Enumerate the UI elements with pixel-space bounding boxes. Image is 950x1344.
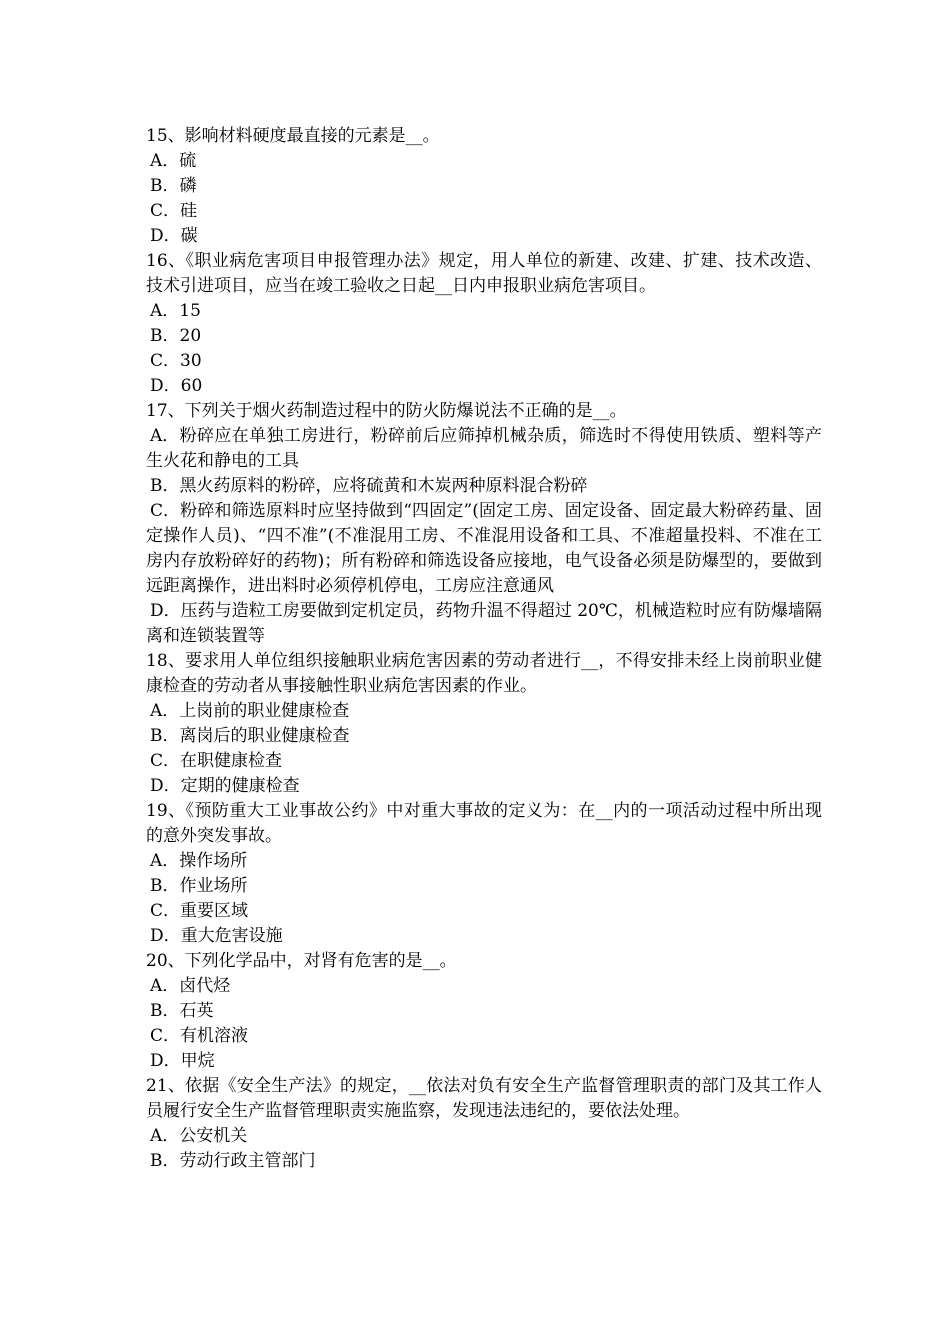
document-page [146, 124, 822, 1174]
option-c [146, 499, 822, 599]
option-d [146, 774, 822, 799]
option-text: 压药与造粒工房要做到定机定员，药物升温不得超过 20℃，机械造粒时应有防爆墙隔离和连锁装置等 [146, 601, 822, 646]
question-stem: 16、《职业病危害项目申报管理办法》规定，用人单位的新建、改建、扩建、技术改造、技术引进项目，应当在竣工验收之日起__日内申报职业病危害项目。 [146, 251, 822, 296]
option-text: 有机溶液 [180, 1026, 249, 1046]
option-a [146, 299, 822, 324]
option-c [146, 1024, 822, 1049]
option-key: C． [150, 201, 181, 221]
option-a [146, 699, 822, 724]
question-16 [146, 249, 822, 399]
option-key: A． [150, 851, 180, 871]
option-key: C． [150, 751, 181, 771]
option-text: 离岗后的职业健康检查 [179, 726, 350, 746]
option-key: D． [150, 776, 181, 796]
question-stem: 20、下列化学品中，对肾有危害的是__。 [146, 951, 457, 971]
question-19 [146, 799, 822, 949]
option-text: 劳动行政主管部门 [179, 1151, 316, 1171]
question-18 [146, 649, 822, 799]
question-20 [146, 949, 822, 1074]
option-text: 粉碎应在单独工房进行，粉碎前后应筛掉机械杂质，筛选时不得使用铁质、塑料等产生火花和静电的工具 [146, 426, 822, 471]
option-text: 粉碎和筛选原料时应坚持做到“四固定”(固定工房、固定设备、固定最大粉碎药量、固定操作人员)、“四不准”(不准混用工房、不准混用设备和工具、不准超量投料、不准在工房内存放粉碎好的药物)；所有粉碎和筛选设备应接地，电气设备必须是防爆型的，要做到远距离操作，进出料时必须停机停电，工房应注意通风 [146, 501, 822, 596]
option-c [146, 349, 822, 374]
option-b [146, 1149, 822, 1174]
question-stem: 17、下列关于烟火药制造过程中的防火防爆说法不正确的是__。 [146, 401, 627, 421]
question-15 [146, 124, 822, 249]
option-c [146, 899, 822, 924]
option-key: C． [150, 1026, 181, 1046]
option-b [146, 324, 822, 349]
question-stem: 21、依据《安全生产法》的规定，__依法对负有安全生产监督管理职责的部门及其工作人员履行安全生产监督管理职责实施监察，发现违法违纪的，要依法处理。 [146, 1076, 822, 1121]
option-key: A． [150, 976, 180, 996]
option-b [146, 874, 822, 899]
option-key: C． [150, 351, 181, 371]
option-key: D． [150, 926, 181, 946]
option-text: 硅 [180, 201, 198, 221]
option-key: B． [150, 1151, 180, 1171]
option-b [146, 999, 822, 1024]
option-key: A． [150, 301, 180, 321]
option-key: A． [150, 701, 180, 721]
question-stem: 15、影响材料硬度最直接的元素是__。 [146, 126, 440, 146]
option-key: D． [150, 601, 181, 621]
option-text: 碳 [180, 226, 198, 246]
question-stem: 18、要求用人单位组织接触职业病危害因素的劳动者进行__，不得安排未经上岗前职业健康检查的劳动者从事接触性职业病危害因素的作业。 [146, 651, 822, 696]
option-d [146, 374, 822, 399]
option-text: 硫 [179, 151, 197, 171]
option-text: 20 [179, 326, 202, 346]
option-b [146, 724, 822, 749]
option-text: 60 [180, 376, 203, 396]
option-key: D． [150, 376, 181, 396]
option-text: 石英 [179, 1001, 214, 1021]
option-text: 公安机关 [179, 1126, 248, 1146]
option-key: B． [150, 1001, 180, 1021]
option-d [146, 599, 822, 649]
option-text: 黑火药原料的粉碎，应将硫黄和木炭两种原料混合粉碎 [179, 476, 588, 496]
option-text: 15 [179, 301, 201, 321]
option-a [146, 149, 822, 174]
option-a [146, 849, 822, 874]
option-d [146, 924, 822, 949]
option-key: A． [150, 151, 180, 171]
option-text: 定期的健康检查 [180, 776, 300, 796]
option-key: B． [150, 726, 180, 746]
question-17 [146, 399, 822, 649]
option-b [146, 474, 822, 499]
option-a [146, 1124, 822, 1149]
option-text: 重要区域 [180, 901, 249, 921]
option-d [146, 1049, 822, 1074]
option-key: A． [150, 1126, 180, 1146]
option-text: 磷 [179, 176, 197, 196]
option-b [146, 174, 822, 199]
option-key: B． [150, 876, 180, 896]
option-a [146, 974, 822, 999]
option-c [146, 199, 822, 224]
question-21 [146, 1074, 822, 1174]
option-text: 在职健康检查 [180, 751, 283, 771]
option-key: C． [150, 901, 181, 921]
option-text: 甲烷 [180, 1051, 215, 1071]
option-a [146, 424, 822, 474]
option-key: B． [150, 476, 180, 496]
option-text: 作业场所 [179, 876, 248, 896]
option-text: 重大危害设施 [180, 926, 283, 946]
option-c [146, 749, 822, 774]
option-text: 30 [180, 351, 202, 371]
option-text: 操作场所 [179, 851, 248, 871]
option-text: 卤代烃 [179, 976, 231, 996]
option-key: C． [150, 501, 181, 521]
option-key: D． [150, 1051, 181, 1071]
question-stem: 19、《预防重大工业事故公约》中对重大事故的定义为：在__内的一项活动过程中所出现的意外突发事故。 [146, 801, 822, 846]
option-key: A． [150, 426, 180, 446]
option-key: D． [150, 226, 181, 246]
option-text: 上岗前的职业健康检查 [179, 701, 350, 721]
option-key: B． [150, 176, 180, 196]
option-key: B． [150, 326, 180, 346]
option-d [146, 224, 822, 249]
